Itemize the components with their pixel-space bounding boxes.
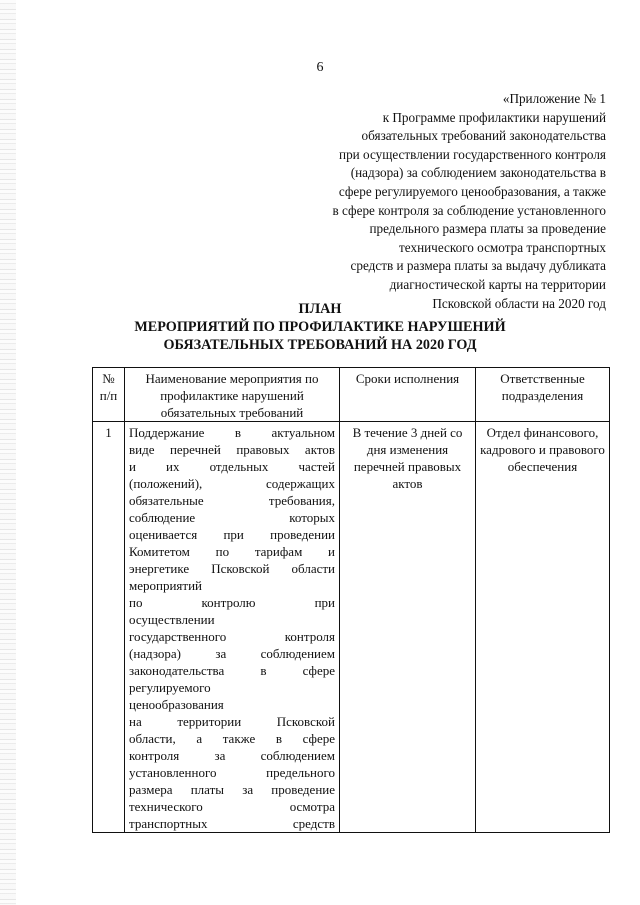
scan-edge-artifact	[0, 0, 16, 905]
cell-term: В течение 3 дней со дня изменения перечней правовых актов	[340, 422, 476, 833]
cell-name-line: по контролю при	[129, 595, 335, 610]
header-term: Сроки исполнения	[340, 368, 476, 422]
cell-name-line: области, а также в сфере	[129, 731, 335, 746]
header-responsible: Ответственные подразделения	[476, 368, 610, 422]
cell-name-line: размера платы за проведение	[129, 782, 335, 797]
cell-name-line: мероприятий	[129, 578, 202, 593]
cell-name-line: энергетике Псковской области	[129, 561, 335, 576]
cell-name-line: виде перечней правовых актов	[129, 442, 335, 457]
appendix-line: «Приложение № 1	[502, 91, 606, 106]
cell-name-line: соблюдение которых	[129, 510, 335, 525]
cell-name-line: технического осмотра	[129, 799, 335, 814]
cell-name-line: Комитетом по тарифам и	[129, 544, 335, 559]
cell-name-line: обязательные требования,	[129, 493, 335, 508]
plan-table	[92, 367, 610, 833]
appendix-line: в сфере контроля за соблюдение установленного	[332, 202, 606, 218]
appendix-line: технического осмотра транспортных	[399, 239, 606, 255]
cell-name-line: (положений), содержащих	[129, 476, 335, 491]
appendix-line: обязательных требований законодательства	[361, 128, 606, 144]
cell-name-line: ценообразования	[129, 697, 224, 712]
heading-subtitle-2: ОБЯЗАТЕЛЬНЫХ ТРЕБОВАНИЙ НА 2020 ГОД	[163, 337, 477, 353]
cell-name-line: регулируемого	[129, 680, 211, 695]
appendix-reference	[266, 90, 606, 313]
heading-title: ПЛАН	[298, 301, 342, 317]
heading-subtitle-1: МЕРОПРИЯТИЙ ПО ПРОФИЛАКТИКЕ НАРУШЕНИЙ	[134, 319, 506, 335]
appendix-line: диагностической карты на территории	[389, 276, 606, 292]
cell-name-line: оценивается при проведении	[129, 527, 335, 542]
cell-name	[125, 422, 340, 833]
cell-name-line: контроля за соблюдением	[129, 748, 335, 763]
appendix-line: (надзора) за соблюдением законодательства в	[350, 165, 606, 181]
page-number: 6	[316, 60, 324, 75]
cell-name-line: государственного контроля	[129, 629, 335, 644]
document-heading	[0, 300, 640, 354]
table-header-row	[93, 368, 610, 422]
cell-name-line: транспортных средств	[129, 816, 335, 831]
cell-name-line: установленного предельного	[129, 765, 335, 780]
cell-name-line: осуществлении	[129, 612, 215, 627]
cell-num: 1	[93, 422, 125, 833]
cell-name-line: (надзора) за соблюдением	[129, 646, 335, 661]
header-num: № п/п	[93, 368, 125, 422]
appendix-line: к Программе профилактики нарушений	[382, 109, 606, 125]
appendix-line: сфере регулируемого ценообразования, а также	[338, 183, 606, 199]
appendix-line: предельного размера платы за проведение	[369, 221, 606, 237]
appendix-line: Псковской области на 2020 год	[432, 295, 606, 311]
appendix-line: при осуществлении государственного контроля	[339, 146, 606, 162]
header-name: Наименование мероприятия по профилактике нарушений обязательных требований	[125, 368, 340, 422]
table-row	[93, 422, 610, 833]
cell-responsible: Отдел финансового, кадрового и правового обеспечения	[476, 422, 610, 833]
cell-name-line: на территории Псковской	[129, 714, 335, 729]
cell-name-line: законодательства в сфере	[129, 663, 335, 678]
cell-name-line: и их отдельных частей	[129, 459, 335, 474]
cell-name-line: Поддержание в актуальном	[129, 425, 335, 440]
appendix-line: средств и размера платы за выдачу дубликата	[350, 258, 606, 274]
